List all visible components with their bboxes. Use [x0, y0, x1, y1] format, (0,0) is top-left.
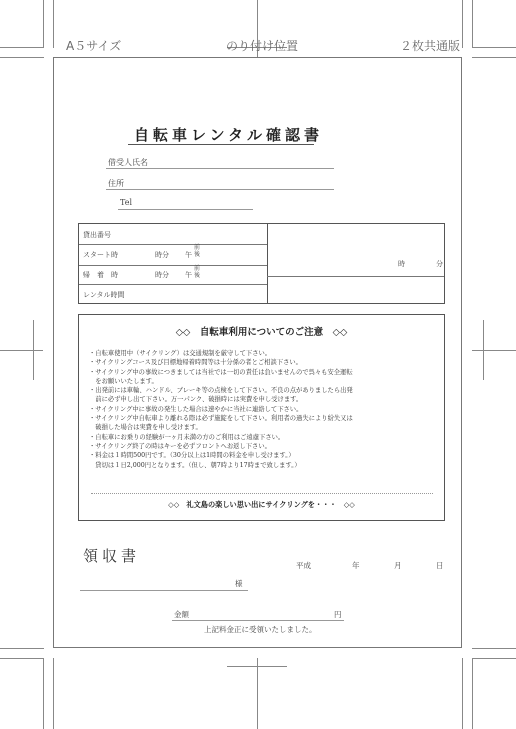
crop-mark [462, 0, 463, 48]
usage-notice-box [78, 314, 445, 521]
borrower-name-field[interactable] [106, 168, 334, 169]
rental-number-label: 貸出番号 [83, 231, 111, 239]
crop-mark [462, 658, 463, 729]
address-field[interactable] [106, 189, 334, 190]
notice-item: ・出発前には車輪、ハンドル、ブレーキ等の点検をして下さい。不良の点がありましたら出発 [89, 387, 353, 395]
notice-item: ・サイクリング中の事故につきましては当社では一切の責任は負いませんので呉々も安全運転 [89, 368, 353, 376]
crop-mark [43, 658, 44, 729]
amount-field[interactable] [172, 620, 344, 621]
notice-item: ・料金は１時間500円です。（30分以上は1時間の料金を申し受けます。） [89, 452, 295, 460]
register-mark [227, 666, 287, 667]
tel-label: Tel [120, 198, 133, 207]
crop-mark [0, 47, 44, 48]
crop-mark [472, 47, 516, 48]
crop-mark [0, 57, 44, 58]
address-label: 住所 [108, 179, 124, 188]
crop-mark [43, 0, 44, 48]
borrower-name-label: 借受人氏名 [108, 158, 148, 167]
start-pm-label: 後 [194, 251, 201, 258]
notice-list [89, 349, 439, 470]
total-hour-label: 時 [398, 260, 405, 268]
amount-label: 金額 [174, 610, 189, 619]
crop-mark [0, 658, 44, 659]
rental-table [78, 223, 445, 304]
crop-mark [472, 658, 516, 659]
crop-mark [472, 57, 516, 58]
start-hour-minute: 時分 [155, 251, 169, 259]
sama-label: 様 [235, 579, 243, 588]
notice-footer: ◇◇ 礼文島の楽しい思い出にサイクリングを・・・ ◇◇ [168, 500, 355, 509]
notice-item: ・サイクリング終了の時はキーを必ずフロントへお返し下さい。 [89, 442, 271, 450]
register-mark [257, 658, 258, 729]
register-mark [33, 320, 34, 380]
return-time-label: 帰 着 時 [83, 271, 118, 279]
receipt-title: 領収書 [83, 547, 141, 565]
month-label: 月 [394, 561, 402, 570]
tel-field[interactable] [118, 209, 253, 210]
notice-title: ◇◇ 自転車利用についてのご注意 ◇◇ [175, 327, 348, 338]
notice-item: 破損した場合は実費を申し受けます。 [89, 424, 202, 432]
total-minute-label: 分 [436, 260, 443, 268]
notice-item: 貸切は１日2,000円となります。（但し、朝7時より17時まで致します。） [89, 461, 301, 469]
form-title: 自転車レンタル確認書 [134, 126, 324, 144]
payer-name-field[interactable] [80, 590, 248, 591]
register-mark [483, 320, 484, 380]
crop-mark [53, 658, 54, 729]
received-statement: 上記料金正に受領いたしました。 [204, 625, 317, 634]
return-ampm-label: 午 [185, 271, 192, 279]
notice-item: ・自転車使用中（サイクリング）は交通規制を厳守して下さい。 [89, 350, 272, 357]
year-label: 年 [352, 561, 360, 570]
dotted-divider [91, 493, 433, 494]
yen-label: 円 [334, 610, 342, 619]
rental-duration-label: レンタル時間 [83, 291, 125, 299]
notice-item: ・サイクリングコース及び目標地帰着時間等は十分係の者とご相談下さい。 [89, 359, 302, 367]
shared-version-label: ２枚共通版 [400, 39, 461, 53]
start-am-label: 前 [194, 244, 201, 251]
notice-item: ・サイクリング中自転車より離れる際は必ず施錠をして下さい。利用者の過失により紛失又は [89, 415, 353, 423]
crop-mark [472, 648, 516, 649]
notice-item: ・自転車にお乗りの経験が一ヶ月未満の方のご利用はご遠慮下さい。 [89, 433, 285, 441]
return-am-label: 前 [194, 265, 201, 272]
crop-mark [472, 0, 473, 48]
notice-item: 前に必ず申し出て下さい。万一パンク、破損時には実費を申し受けます。 [89, 396, 303, 404]
register-mark [0, 350, 43, 351]
glue-position-label: のり付け位置 [226, 39, 299, 53]
start-time-label: スタート時 [83, 251, 118, 259]
return-hour-minute: 時分 [155, 271, 169, 279]
title-underline [128, 144, 314, 145]
crop-mark [53, 0, 54, 48]
notice-item: ・サイクリング中に事故の発生した場合は速やかに当社に連絡して下さい。 [89, 405, 303, 413]
crop-mark [0, 648, 44, 649]
start-ampm-label: 午 [185, 251, 192, 259]
crop-mark [472, 658, 473, 729]
era-label: 平成 [296, 561, 311, 570]
day-label: 日 [436, 561, 444, 570]
return-pm-label: 後 [194, 272, 201, 279]
size-label: A５サイズ [66, 39, 122, 53]
notice-item: をお願いいたします。 [89, 377, 158, 385]
register-mark [472, 350, 516, 351]
